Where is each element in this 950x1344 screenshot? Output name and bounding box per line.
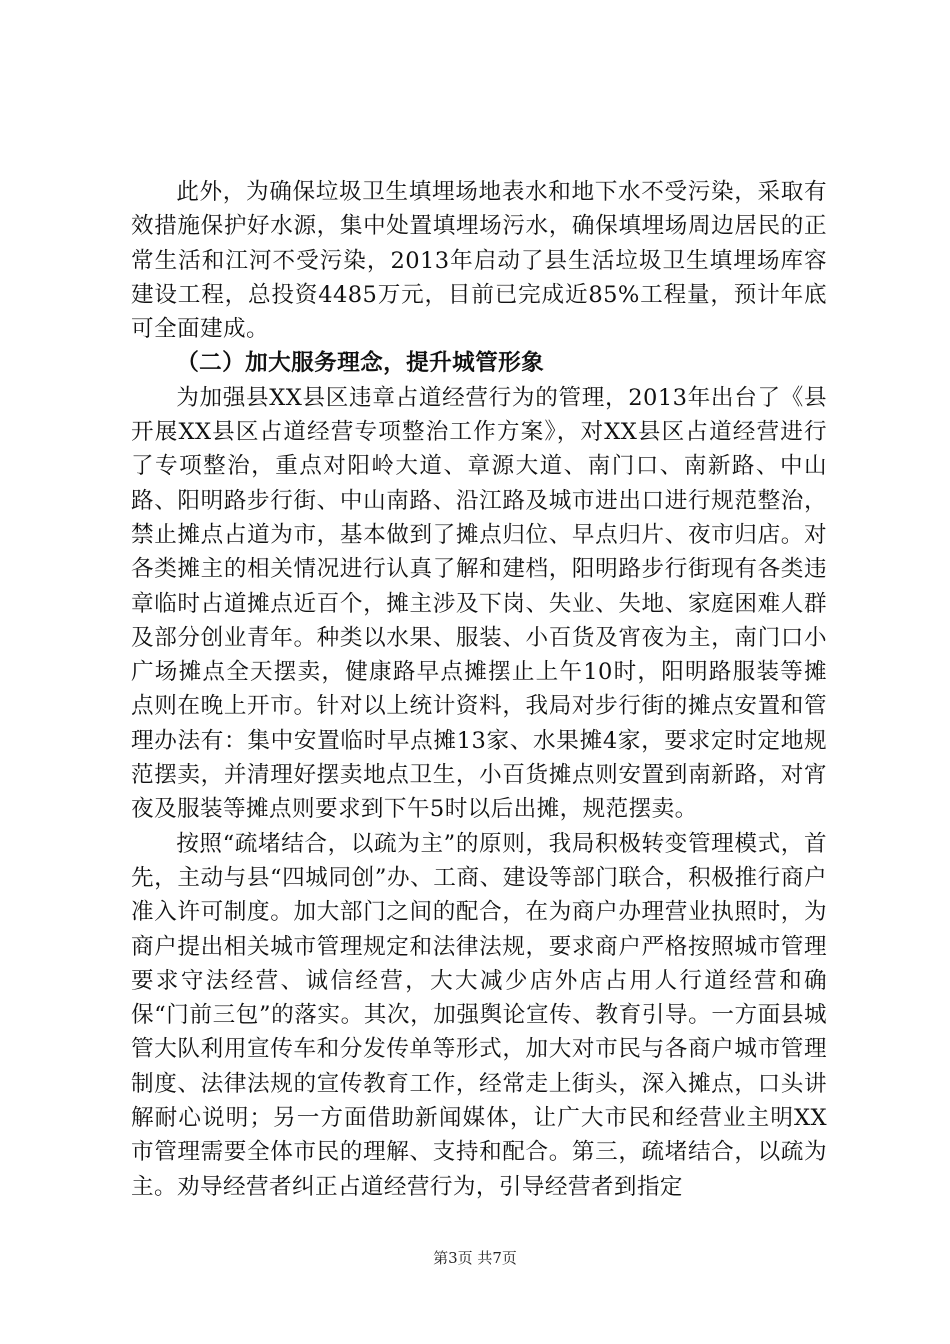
page-footer: 第3页 共7页: [433, 1249, 517, 1267]
document-body: [131, 175, 827, 1204]
section-heading: （二）加大服务理念，提升城管形象: [176, 350, 545, 377]
paragraph-street-vendors: 为加强县XX县区违章占道经营行为的管理，2013年出台了《县开展XX县区占道经营专项整治工作方案》，对XX县区占道经营进行了专项整治，重点对阳岭大道、章源大道、南门口、南新路、中山路、阳明路步行街、中山南路、沿江路及城市进出口进行规范整治，禁止摊点占道为市，基本做到了摊点归位、早点归片、夜市归店。对各类摊主的相关情况进行认真了解和建档，阳明路步行街现有各类违章临时占道摊点近百个，摊主涉及下岗、失业、失地、家庭困难人群及部分创业青年。种类以水果、服装、小百货及宵夜为主，南门口小广场摊点全天摆卖，健康路早点摊摆止上午10时，阳明路服装等摊点则在晚上开市。针对以上统计资料，我局对步行街的摊点安置和管理办法有：集中安置临时早点摊13家、水果摊4家，要求定时定地规范摆卖，并清理好摆卖地点卫生，小百货摊点则安置到南新路，对宵夜及服装等摊点则要求到下午5时以后出摊，规范摆卖。: [131, 384, 827, 823]
paragraph-landfill: 此外，为确保垃圾卫生填埋场地表水和地下水不受污染，采取有效措施保护好水源，集中处置填埋场污水，确保填埋场周边居民的正常生活和江河不受污染，2013年启动了县生活垃圾卫生填埋场库容建设工程，总投资4485万元，目前已完成近85%工程量，预计年底可全面建成。: [131, 179, 827, 343]
paragraph-management-mode: 按照“疏堵结合，以疏为主”的原则，我局积极转变管理模式，首先，主动与县“四城同创”办、工商、建设等部门联合，积极推行商户准入许可制度。加大部门之间的配合，在为商户办理营业执照时，为商户提出相关城市管理规定和法律法规，要求商户严格按照城市管理要求守法经营、诚信经营，大大减少店外店占用人行道经营和确保“门前三包”的落实。其次，加强舆论宣传、教育引导。一方面县城管大队利用宣传车和分发传单等形式，加大对市民与各商户城市管理制度、法律法规的宣传教育工作，经常走上街头，深入摊点，口头讲解耐心说明；另一方面借助新闻媒体，让广大市民和经营业主明XX市管理需要全体市民的理解、支持和配合。第三，疏堵结合，以疏为主。劝导经营者纠正占道经营行为，引导经营者到指定: [131, 830, 827, 1200]
